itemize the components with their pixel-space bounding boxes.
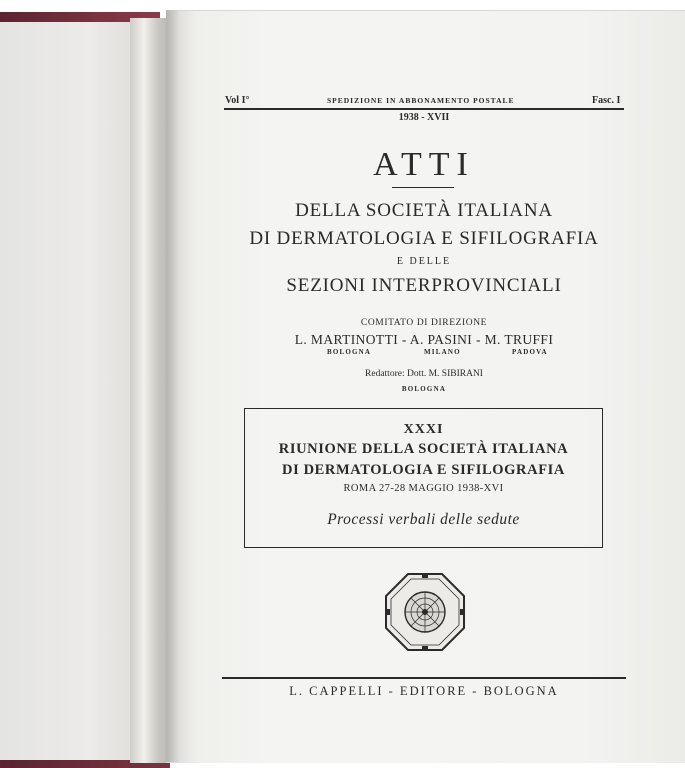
spine-gutter [130, 18, 170, 763]
postal-label: SPEDIZIONE IN ABBONAMENTO POSTALE [327, 96, 515, 105]
year-label: 1938 - XVII [398, 112, 450, 123]
city-truffi: PADOVA [512, 348, 548, 356]
meeting-line-dermatology: DI DERMATOLOGIA E SIFILOGRAFIA [282, 462, 565, 478]
meeting-subtitle: Processi verbali delle sedute [327, 511, 520, 528]
volume-label: Vol I° [225, 95, 250, 106]
publisher-rule [222, 677, 626, 679]
title-line-sections: SEZIONI INTERPROVINCIALI [286, 275, 562, 296]
publisher-emblem-icon [384, 572, 466, 652]
title-line-and: E DELLE [396, 256, 452, 267]
endpaper [0, 22, 150, 760]
header-rule [224, 108, 624, 110]
title-line-dermatology: DI DERMATOLOGIA E SIFILOGRAFIA [249, 228, 599, 249]
editor-city: BOLOGNA [401, 385, 447, 393]
fascicle-label: Fasc. I [592, 95, 621, 106]
publisher-line: L. CAPPELLI - EDITORE - BOLOGNA [289, 684, 559, 698]
meeting-date: ROMA 27-28 MAGGIO 1938-XVI [343, 483, 504, 494]
page-shadow [166, 10, 180, 762]
committee-names: L. MARTINOTTI - A. PASINI - M. TRUFFI [294, 332, 554, 347]
city-martinotti: BOLOGNA [327, 348, 372, 356]
title-main: ATTI [373, 146, 475, 183]
meeting-number: XXXI [403, 422, 444, 437]
city-pasini: MILANO [424, 348, 461, 356]
editor-label: Redattore: Dott. M. SIBIRANI [365, 369, 483, 379]
meeting-line-reunion: RIUNIONE DELLA SOCIETÀ ITALIANA [278, 441, 569, 457]
title-line-society: DELLA SOCIETÀ ITALIANA [295, 200, 553, 221]
committee-label: COMITATO DI DIREZIONE [360, 318, 488, 328]
title-underline [392, 187, 454, 188]
